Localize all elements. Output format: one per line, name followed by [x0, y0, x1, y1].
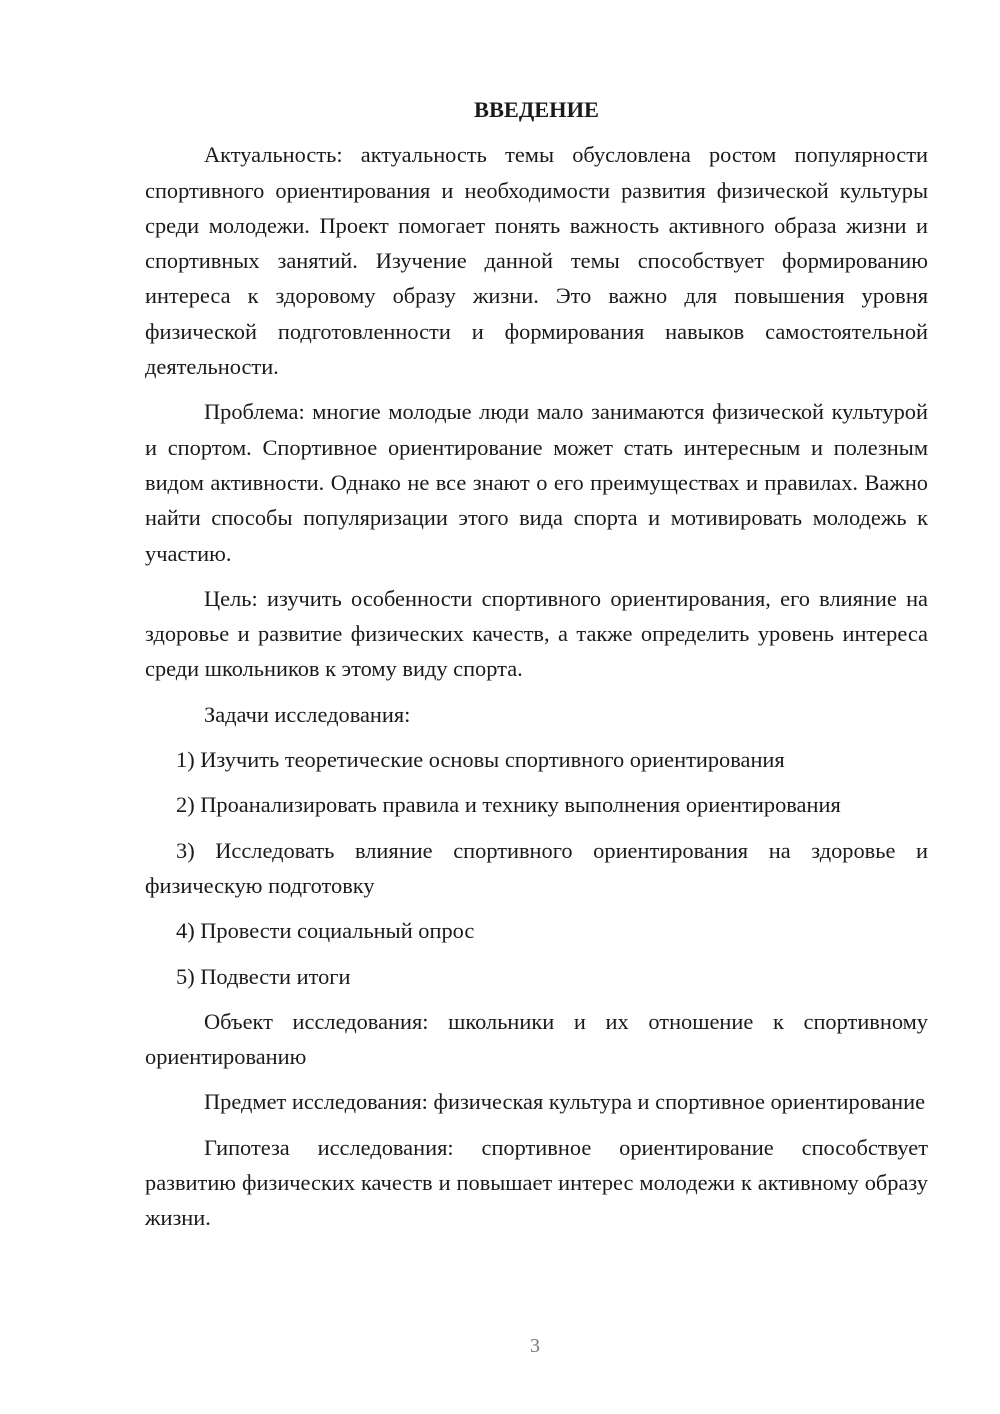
page-number: 3 — [530, 1335, 540, 1357]
task-item-1: 1) Изучить теоретические основы спортивного ориентирования — [176, 747, 785, 773]
subject-paragraph: Предмет исследования: физическая культура и спортивное ориентирование — [204, 1089, 926, 1115]
page-content — [145, 92, 928, 1246]
goal-paragraph: Цель: изучить особенности спортивного ориентирования, его влияние на здоровье и развитие физических качеств, а также определить уровень интереса среди школьников к этому виду спорта. — [145, 585, 928, 682]
task-item-3: 3) Исследовать влияние спортивного ориентирования на здоровье и физическую подготовку — [145, 837, 928, 898]
section-title: ВВЕДЕНИЕ — [474, 97, 599, 122]
relevance-paragraph: Актуальность: актуальность темы обусловлена ростом популярности спортивного ориентирования и необходимости развития физической культуры среди молодежи. Проект помогает понять важность активного образа жизни и спортивных занятий. Изучение данной темы способствует формированию интереса к здоровому образу жизни. Это важно для повышения уровня физической подготовленности и формирования навыков самостоятельной деятельности. — [145, 142, 928, 380]
problem-paragraph: Проблема: многие молодые люди мало занимаются физической культурой и спортом. Спортивное ориентирование может стать интересным и полезным видом активности. Однако не все знают о его преимуществах и правилах. Важно найти способы популяризации этого вида спорта и мотивировать молодежь к участию. — [145, 399, 928, 566]
hypothesis-paragraph: Гипотеза исследования: спортивное ориентирование способствует развитию физических качеств и повышает интерес молодежи к активному образу жизни. — [145, 1134, 928, 1231]
task-item-4: 4) Провести социальный опрос — [176, 918, 475, 944]
task-item-5: 5) Подвести итоги — [176, 963, 351, 989]
object-paragraph: Объект исследования: школьники и их отношение к спортивному ориентированию — [145, 1008, 928, 1070]
tasks-heading: Задачи исследования: — [204, 701, 411, 727]
task-item-2: 2) Проанализировать правила и технику выполнения ориентирования — [176, 792, 841, 818]
